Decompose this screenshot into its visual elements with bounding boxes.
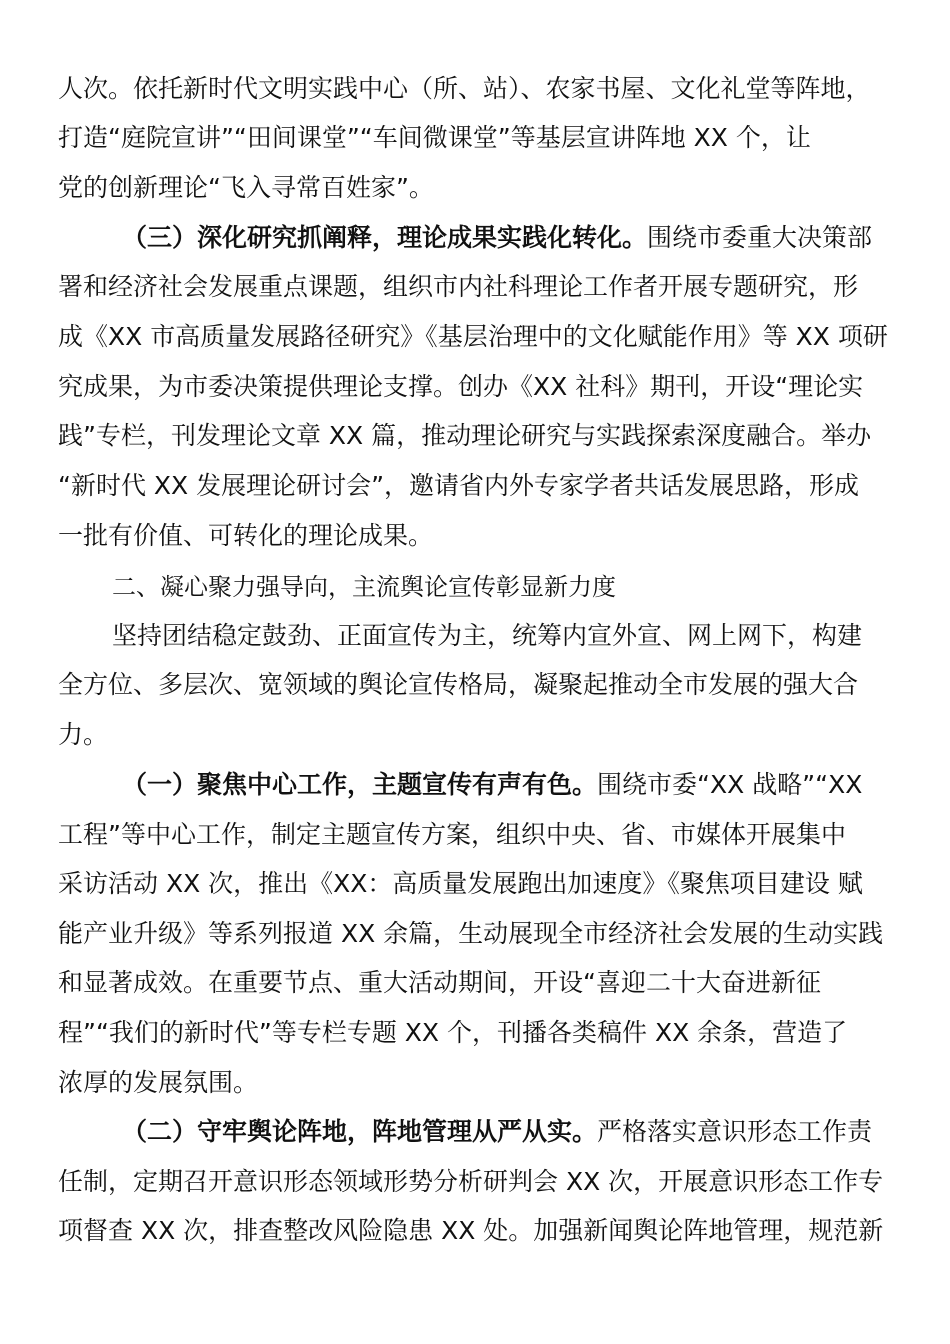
text-line: 浓厚的发展氛围。 [58, 1068, 259, 1097]
text-line: 人次。依托新时代文明实践中心（所、站）、农家书屋、文化礼堂等阵地， [58, 74, 871, 103]
text-run: 严格落实意识形态工作责 [597, 1117, 873, 1146]
text-line: 践”专栏，刊发理论文章 XX 篇，推动理论研究与实践探索深度融合。举办 [58, 421, 872, 450]
text-line: 项督查 XX 次，排查整改风险隐患 XX 处。加强新闻舆论阵地管理，规范新 [58, 1216, 884, 1245]
text-run: 围绕市委重大决策部 [647, 223, 873, 252]
text-line: 一批有价值、可转化的理论成果。 [58, 521, 434, 550]
text-line: 成《XX 市高质量发展路径研究》《基层治理中的文化赋能作用》等 XX 项研 [58, 322, 888, 351]
text-line: 任制，定期召开意识形态领域形势分析研判会 XX 次，开展意识形态工作专 [58, 1167, 884, 1196]
text-line: 采访活动 XX 次，推出《XX：高质量发展跑出加速度》《聚焦项目建设 赋 [58, 869, 863, 898]
text-line: 力。 [58, 720, 109, 749]
text-line: 工程”等中心工作，制定主题宣传方案，组织中央、省、市媒体开展集中 [58, 820, 846, 849]
subsection-heading: （三）深化研究抓阐释，理论成果实践化转化。 [122, 223, 648, 252]
text-line: “新时代 XX 发展理论研讨会”，邀请省内外专家学者共话发展思路，形成 [58, 471, 860, 500]
text-line: 究成果，为市委决策提供理论支撑。创办《XX 社科》期刊，开设“理论实 [58, 372, 864, 401]
subsection-heading: （二）守牢舆论阵地，阵地管理从严从实。 [122, 1117, 598, 1146]
text-line: 能产业升级》等系列报道 XX 余篇，生动展现全市经济社会发展的生动实践 [58, 919, 884, 948]
text-line: 打造“庭院宣讲”“田间课堂”“车间微课堂”等基层宣讲阵地 XX 个，让 [58, 123, 811, 152]
subsection-first-line [122, 223, 872, 253]
text-line: 全方位、多层次、宽领域的舆论宣传格局，凝聚起推动全市发展的强大合 [58, 670, 859, 699]
text-line: 党的创新理论“飞入寻常百姓家”。 [58, 173, 434, 202]
subsection-first-line [122, 770, 862, 800]
text-run: 围绕市委“XX 战略”“XX [597, 770, 863, 799]
text-line: 程”“我们的新时代”等专栏专题 XX 个，刊播各类稿件 XX 余条，营造了 [58, 1018, 848, 1047]
text-line: 坚持团结稳定鼓劲、正面宣传为主，统筹内宣外宣、网上网下，构建 [112, 621, 863, 650]
subsection-heading: （一）聚焦中心工作，主题宣传有声有色。 [122, 770, 598, 799]
text-line: 和显著成效。在重要节点、重大活动期间，开设“喜迎二十大奋进新征 [58, 968, 821, 997]
section-heading: 二、凝心聚力强导向，主流舆论宣传彰显新力度 [112, 573, 616, 601]
text-line: 署和经济社会发展重点课题，组织市内社科理论工作者开展专题研究，形 [58, 272, 859, 301]
subsection-first-line [122, 1117, 872, 1147]
